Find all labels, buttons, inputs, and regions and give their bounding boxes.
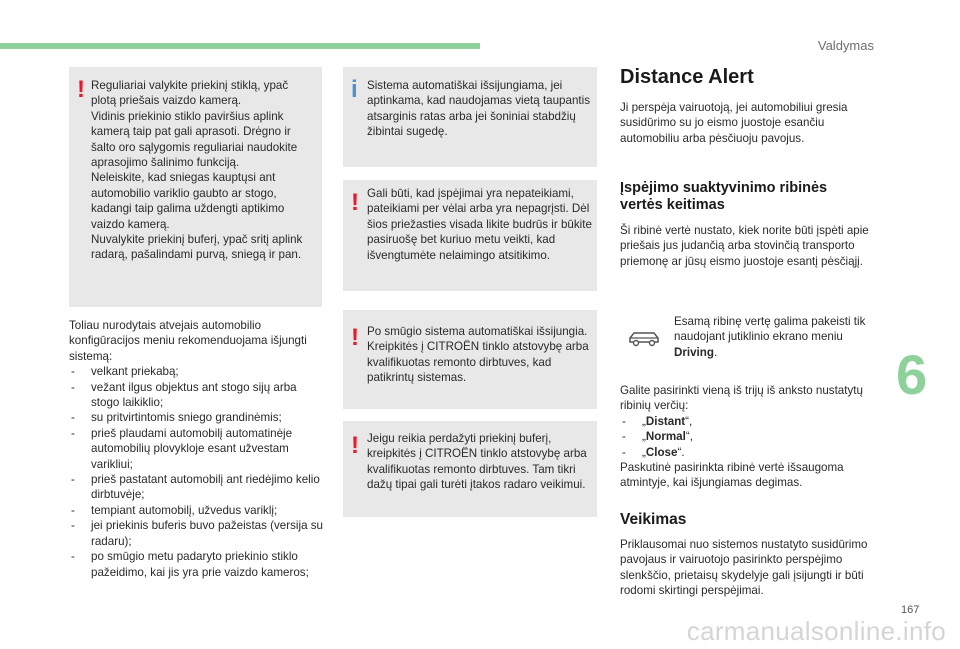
section-color-bar <box>0 43 480 49</box>
list-item: - prieš pastatant automobilį ant riedėjimo kelio dirbtuvėje; <box>69 472 325 503</box>
disable-cases-list <box>69 364 325 580</box>
threshold-heading: Įspėjimo suaktyvinimo ribinės vertės keitimas <box>620 180 828 213</box>
list-item: - vežant ilgus objektus ant stogo sijų arba stogo laikiklio; <box>69 380 325 411</box>
memory-text: Paskutinė pasirinkta ribinė vertė išsaugoma atmintyje, kai išjungiamas degimas. <box>620 461 844 490</box>
disable-intro-text: Toliau nurodytais atvejais automobilio konfigūracijos meniu rekomenduojama išjungti sistemą: <box>69 319 307 363</box>
option-normal: - „Normal“, <box>620 429 876 444</box>
threshold-options-section: Galite pasirinkti vieną iš trijų iš anksto nustatytų ribinių verčių: - „Distant“, - „Normal“, - „Close“. Paskutinė pasirinkta ribinė vertė išsaugoma atmintyje, kai išjungiamas degimas. <box>620 383 876 491</box>
threshold-text: Ši ribinė vertė nustato, kiek norite būti įspėti apie priešais jus judančią arba stovinčią transporto priemonę ar jūsų eismo juostoje esantį pėsčiąjį. <box>620 224 869 268</box>
warning-exclamation-icon: ! <box>351 189 359 216</box>
car-outline-icon <box>627 327 661 349</box>
option-close: - „Close“. <box>620 445 876 460</box>
driving-menu-label: Driving <box>674 345 714 359</box>
warning-painting-text: Jeigu reikia perdažyti priekinį buferį, kreipkitės į CITROËN tinklo atstovybę arba kvalifikuotas remonto dirbtuves. Tam tikri dažų tipai gali turėti įtakos radaro veikimui. <box>367 432 587 492</box>
list-item: - prieš plaudami automobilį automatinėje automobilių plovykloje esant užvestam varikliui; <box>69 426 325 472</box>
list-item: - velkant priekabą; <box>69 364 325 379</box>
list-item: - po smūgio metu padaryto priekinio stiklo pažeidimo, kai jis yra prie vaizdo kameros; <box>69 549 325 580</box>
list-item: - su pritvirtintomis sniego grandinėmis; <box>69 410 325 425</box>
warning-exclamation-icon: ! <box>351 324 359 351</box>
list-item: - tempiant automobilį, užvedus variklį; <box>69 503 325 518</box>
info-text: Sistema automatiškai išsijungiama, jei aptinkama, kad naudojamas vietą taupantis atsarginis ratas arba jei šoniniai stabdžių žibintai sugedę. <box>367 79 590 139</box>
warning-exclamation-icon: ! <box>351 432 359 459</box>
option-distant: - „Distant“, <box>620 414 876 429</box>
disable-cases-section <box>69 318 325 580</box>
warning-alerts-text: Gali būti, kad įspėjimai yra nepateikiami, pateikiami per vėlai arba yra nepagrįsti. Dėl šios priežasties visada likite budrūs ir būkite pasiruošę bet kuriuo metu veikti, kad išvengtumėte nelaimingo atsitikimo. <box>367 187 592 262</box>
chapter-number: 6 <box>896 343 928 406</box>
distance-alert-intro: Ji perspėja vairuotoją, jei automobiliui gresia susidūrimo su jo eismo juostoje esančiu automobiliu arba pėsčiuoju pavojus. <box>620 101 848 145</box>
warning-impact-text: Po smūgio sistema automatiškai išsijungia. Kreipkitės į CITROËN tinklo atstovybę arba kvalifikuotas remonto dirbtuves, kad patikrintų sistemas. <box>367 325 589 385</box>
page-number: 167 <box>901 604 920 616</box>
info-icon: i <box>351 76 358 103</box>
driving-menu-note: Esamą ribinę vertę galima pakeisti tik naudojant jutiklinio ekrano meniu Driving. <box>674 315 866 359</box>
warning-exclamation-icon: ! <box>77 76 85 103</box>
operation-text: Priklausomai nuo sistemos nustatyto susidūrimo pavojaus ir vairuotojo pasirinkto perspėjimo slenkščio, prietaisų skydelyje gali įsijungti ir būti rodomi skirtingi perspėjimai. <box>620 538 868 598</box>
operation-heading: Veikimas <box>620 511 687 528</box>
watermark-text: carmanualsonline.info <box>686 616 946 646</box>
page-title: Distance Alert <box>620 66 754 88</box>
threshold-options-list <box>620 414 876 460</box>
list-item: - jei priekinis buferis buvo pažeistas (versija su radaru); <box>69 518 325 549</box>
section-label: Valdymas <box>817 38 874 53</box>
warning-cleaning-text: Reguliariai valykite priekinį stiklą, ypač plotą priešais vaizdo kamerą. Vidinis priekinio stiklo paviršius aplink kamerą taip pat gali aprasoti. Drėgno ir šalto oro sąlygomis reguliariai naudokite aprasojimo šalinimo funkciją. Neleiskite, kad sniegas kauptųsi ant automobilio variklio gaubto ar stogo, kadangi taip galima uždengti aptikimo vaizdo kamerą. Nuvalykite priekinį buferį, ypač sritį aplink radarą, pašalindami purvą, sniegą ir pan. <box>91 79 303 262</box>
